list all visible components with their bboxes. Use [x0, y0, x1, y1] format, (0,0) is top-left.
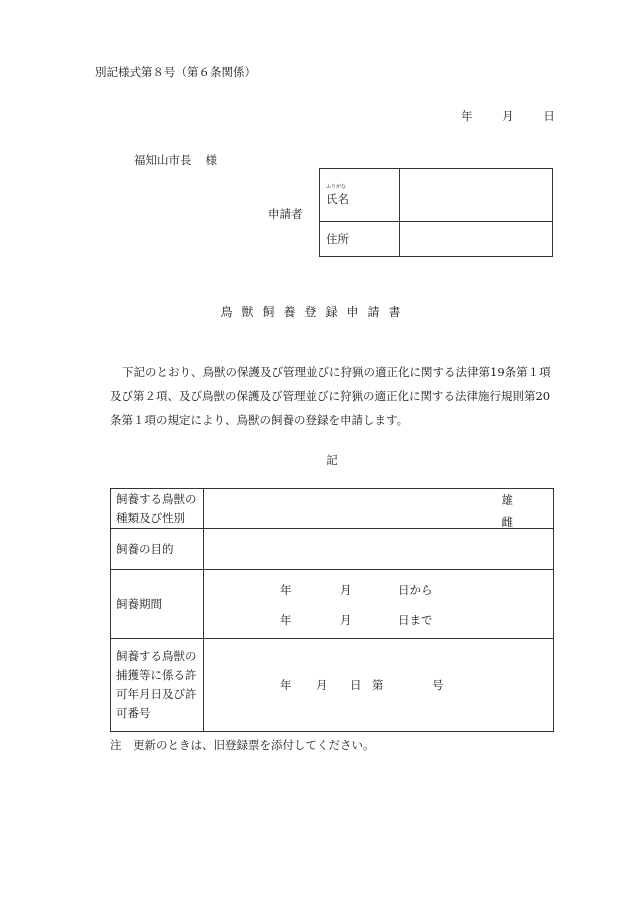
applicant-address-row: [320, 222, 553, 257]
sex-female: 雌: [501, 515, 513, 529]
applicant-table: [319, 168, 553, 257]
period-to-year: 年: [280, 613, 292, 627]
submission-date: [461, 108, 555, 124]
name-value-field[interactable]: [400, 169, 553, 222]
date-month: 月: [502, 109, 514, 123]
body-text: 下記のとおり、鳥獣の保護及び管理並びに狩猟の適正化に関する法律第19条第１項及び第２項、及び鳥獣の保護及び管理並びに狩猟の適正化に関する法律施行規則第20条第１項の規定により、鳥獣の飼養の登録を申請します。: [110, 365, 551, 427]
purpose-value-field[interactable]: [204, 529, 554, 570]
permit-no-prefix: 第: [372, 678, 384, 692]
period-to-day: 日まで: [398, 613, 433, 627]
permit-row: [111, 639, 554, 732]
addressee-honorific: 様: [205, 153, 217, 167]
date-year: 年: [461, 109, 473, 123]
detail-table: [110, 488, 554, 732]
applicant-name-row: [320, 169, 553, 222]
applicant-label: 申請者: [268, 207, 303, 221]
address-value-field[interactable]: [400, 222, 553, 257]
permit-no-suffix: 号: [432, 678, 444, 692]
name-label: 氏名: [326, 191, 349, 206]
period-value-field[interactable]: [204, 570, 554, 639]
period-from-month: 月: [340, 583, 352, 597]
name-furigana: ふりがな: [326, 183, 347, 190]
permit-year: 年: [280, 678, 292, 692]
form-number: 別記様式第８号（第６条関係）: [95, 65, 256, 79]
species-value-field[interactable]: [204, 489, 554, 529]
date-day: 日: [543, 109, 555, 123]
footnote: 注 更新のときは、旧登録票を添付してください。: [110, 738, 375, 752]
purpose-row: [111, 529, 554, 570]
addressee-name: 福知山市長: [134, 153, 192, 167]
permit-month: 月: [316, 678, 328, 692]
name-label-cell: [320, 169, 400, 222]
permit-value-field[interactable]: [204, 639, 554, 732]
period-row: [111, 570, 554, 639]
period-from-year: 年: [280, 583, 292, 597]
permit-day: 日: [350, 678, 362, 692]
permit-label: 飼養する鳥獣の捕獲等に係る許可年月日及び許可番号: [111, 639, 204, 732]
address-label: 住所: [320, 222, 400, 257]
period-label: 飼養期間: [111, 570, 204, 639]
species-row: [111, 489, 554, 529]
period-from-day: 日から: [398, 583, 433, 597]
ki-heading: 記: [326, 453, 338, 467]
species-label: 飼養する鳥獣の種類及び性別: [111, 489, 204, 529]
period-to-month: 月: [340, 613, 352, 627]
addressee: [134, 152, 217, 168]
sex-male: 雄: [501, 493, 513, 507]
document-title: 鳥獣飼養登録申請書: [220, 305, 410, 319]
purpose-label: 飼養の目的: [111, 529, 204, 570]
